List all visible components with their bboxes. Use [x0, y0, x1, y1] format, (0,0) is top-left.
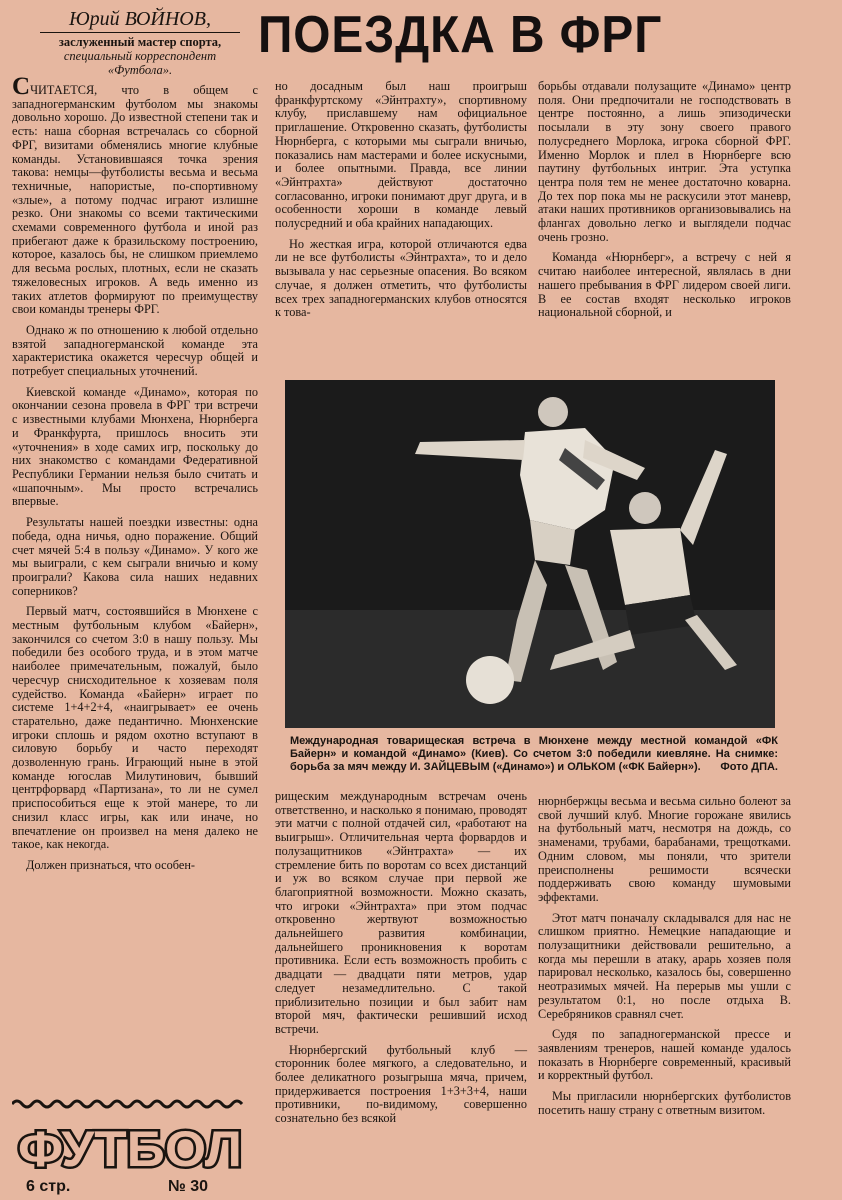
column-3-top	[538, 80, 791, 320]
caption-text: Международная товарищеская встреча в Мюнхене между местной командой «ФК Байерн» и командой «Динамо» (Киев). Со счетом 3:0 победили киевляне. На снимке: борьба за мяч между И. ЗАЙЦЕВЫМ («Динамо») и ОЛЬКОМ («ФК Байерн»).	[290, 735, 778, 773]
author-role-2: «Футбола».	[107, 63, 173, 77]
paragraph: Однако ж по отношению к любой отдельно взятой западногерманской команде эта характеристика окажется чересчур общей и потребует специальных уточнений.	[12, 322, 258, 379]
photo-caption	[290, 735, 778, 773]
futbol-logo-icon	[14, 1118, 246, 1176]
photo-credit: Фото ДПА.	[720, 760, 778, 773]
paragraph: СЧИТАЕТСЯ, что в общем с западногерманским футболом мы знакомы довольно хорошо. До известной степени так и есть: наша сборная встречалась со сборной ФРГ, визитами обменялись многие клубные команды. Установившаяся точка зрения такова: немцы—футболисты весьма и весьма техничные, напористые, по-спортивному «злые», а потому подчас играют излишне резко. Они знакомы со всеми тактическими схемами современного футбола и иной раз прибегают даже к бразильскому построению, которое, казалось бы, не слишком приемлемо для весьма рослых, плотных, если не сказать тяжеловесных игроков. А ведь именно из таких атлетов формируют по преимуществу свои команды тренеры ФРГ.	[12, 73, 258, 317]
paragraph: Но жесткая игра, которой отличаются едва ли не все футболисты «Эйнтрахта», то и дело вызывала у нас серьезные опасения. Во всяком случае, я должен отметить, что футболисты всех трех западногерманских клубов относятся к това-	[275, 236, 527, 320]
football-players-illustration	[285, 380, 775, 728]
paragraph: нюрнбержцы весьма и весьма сильно болеют за свой лучший клуб. Многие горожане явились на футбольный матч, несмотря на дождь, со знаменами, трубами, барабанами, трещотками. Одним словом, мы поняли, что зрители преисполнены решимости всячески поддерживать свою команду шумовыми эффектами.	[538, 794, 791, 904]
paragraph: Киевской команде «Динамо», которая по окончании сезона провела в ФРГ три встречи с известными клубами Мюнхена, Нюрнберга и Франкфурта, пришлось вносить эти «уточнения» в ходе самих игр, поскольку до них знакомство с командами Федеративной Республики Германии нельзя было считать и «шапочным». Мы просто встречались впервые.	[12, 384, 258, 509]
column-2-top	[275, 80, 527, 320]
author-role-1: специальный корреспондент	[63, 49, 217, 63]
paragraph: Команда «Нюрнберг», а встречу с ней я считаю наиболее интересной, являлась в дни нашего пребывания в ФРГ лидером своей лиги. В ее состав входят несколько игроков национальной сборной, и	[538, 250, 791, 320]
column-2-bottom	[275, 790, 527, 1126]
paragraph: но досадным был наш проигрыш франкфуртскому «Эйнтрахту», спортивному клубу, приславшему нам официальное приглашение. Откровенно сказать, футболисты Нюрнберга, с которыми мы сыграли вничью, показались нам мастерами и более искусными, и более опытными. Правда, все линии «Эйнтрахта» действуют достаточно согласованно, игроки понимают друг друга, и в особенности хороши в команде левый полусредний и оба крайних нападающих.	[275, 79, 527, 231]
issue-number: № 30	[168, 1178, 209, 1195]
paragraph: Мы пригласили нюрнбергских футболистов посетить нашу страну с ответным визитом.	[538, 1089, 791, 1117]
paragraph: рищеским международным встречам очень ответственно, и насколько я понимаю, проводят эти матчи с полной отдачей сил, «работают на выигрыш». Отличительная черта форвардов и полузащитников «Эйнтрахта» — их стремление бить по воротам со всех дистанций и уж во всяком случае при первой же благоприятной возможности. Можно сказать, что игроки «Эйнтрахта» при этом подчас откровенно жертвуют возможностью дальнейшего развития комбинации, дальнейшего проникновения к воротам противника. Если есть возможность пробить с двадцати — двадцати пяти метров, удар следует незамедлительно. С такой приблизительно позиции и был забит нам второй мяч, фактически решивший исход встречи.	[275, 789, 527, 1036]
paragraph: Первый матч, состоявшийся в Мюнхене с местным футбольным клубом «Байерн», закончился со счетом 3:0 в нашу пользу. Мы победили без особого труда, и в этом матче наиболее примечательным, пожалуй, было чересчур снисходительное к хозяевам поля судейство. Команда «Байерн» играет по системе 1+4+2+4, «наигрывает» ее очень старательно, даже педантично. Мюнхенские игроки сплошь и рядом охотно вступают в силовую борьбу и часто переходят дозволенную грань. Играющий ныне в этой команде югослав Милутинович, бывший центрфорвард «Партизана», то ли не сумел приспособиться еще к этой манере, то ли снизил класс игры, как или иначе, но впечатление он произвел на меня далеко не такое, как некогда.	[12, 604, 258, 852]
author-title: заслуженный мастер спорта,	[58, 35, 222, 49]
paragraph: Судя по западногерманской прессе и заявлениям тренеров, нашей команде удалось показать в Нюрнберге современный, красивый и корректный футбол.	[538, 1027, 791, 1083]
paragraph: Результаты нашей поездки известны: одна победа, одна ничья, одно поражение. Общий счет мячей 5:4 в пользу «Динамо». У кого же мы выиграли, с кем сыграли вничью и кому проиграли? Какова сила наших недавних соперников?	[12, 515, 258, 598]
headline: ПОЕЗДКА В ФРГ	[258, 6, 663, 64]
paragraph: Должен признаться, что особен-	[26, 857, 195, 872]
paragraph: борьбы отдавали полузащите «Динамо» центр поля. Они предпочитали не господствовать в центре постоянно, а лишь эпизодически посылали в эту зону своего правого полусреднего Морлока, игрока сборной ФРГ. Именно Морлок и плел в Нюрнберге всю паутину футбольных интриг. Эта уступка центра поля тем не менее достаточно коварна. До тех пор пока мы не раскусили этот маневр, атаки наших противников организовывались на флангах довольно легко и выглядели подчас очень грозно.	[538, 79, 791, 244]
paragraph: Нюрнбергский футбольный клуб — сторонник более мягкого, а следовательно, и более деликатного розыгрыша мяча, причем, придерживается построения 1+3+3+4, наши противники, по-видимому, совершенно сознательно без всякой	[275, 1042, 527, 1126]
magazine-logo	[14, 1118, 246, 1176]
column-1	[12, 73, 258, 873]
page-number: 6 стр.	[26, 1178, 71, 1195]
author-name: Юрий ВОЙНОВ,	[40, 8, 240, 33]
byline	[40, 8, 240, 77]
match-photo	[285, 380, 775, 728]
decorative-wave-divider	[12, 1098, 244, 1110]
paragraph: Этот матч поначалу складывался для нас не слишком приятно. Немецкие нападающие и полузащитники действовали решительно, а когда мы перешли в атаку, арарь хозяев поля парировал несколько, казалось бы, совершенно неотразимых мячей. На перерыв мы ушли с результатом 0:1, но после отдыха В. Серебряников сравнял счет.	[538, 910, 791, 1021]
logo-text: ФУТБОЛ	[18, 1121, 243, 1176]
column-3-bottom	[538, 795, 791, 1117]
